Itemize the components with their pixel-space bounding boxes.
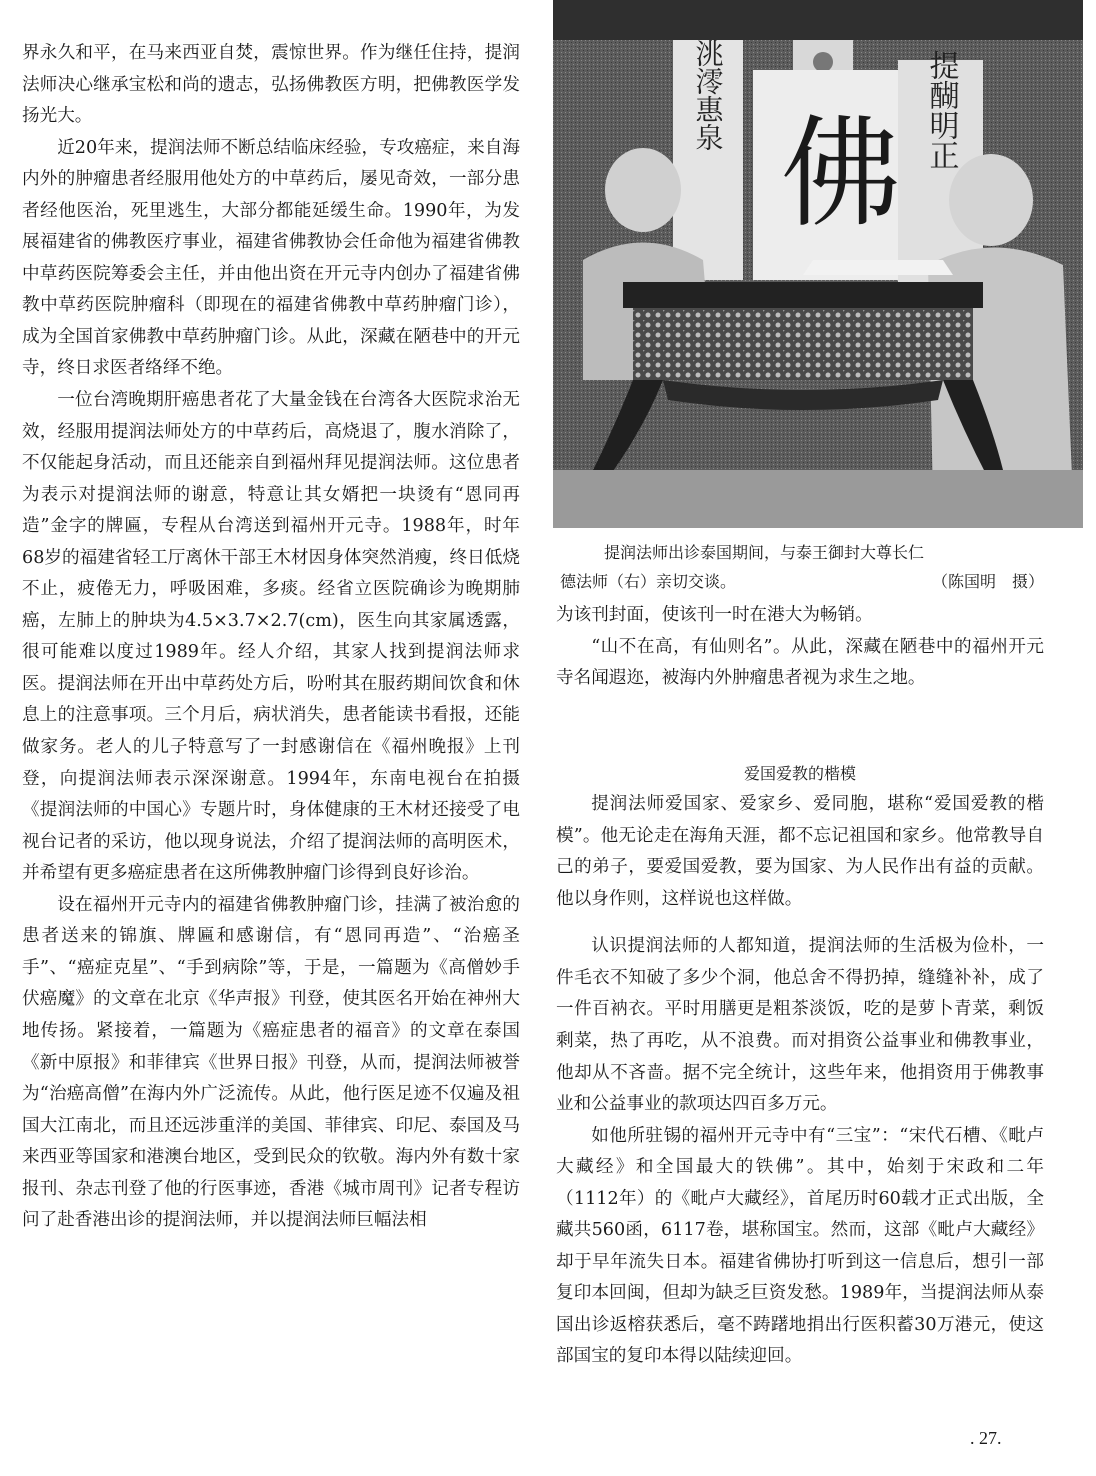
paragraph: 设在福州开元寺内的福建省佛教肿瘤门诊，挂满了被治愈的患者送来的锦旗、牌匾和感谢信，有“恩同再造”、“治癌圣手”、“癌症克星”、“手到病除”等，于是，一篇题为《高僧妙手伏癌魔》的文章在北京《华声报》刊登，使其医名开始在神州大地传扬。紧接着，一篇题为《癌症患者的福音》的文章在泰国《新中原报》和菲律宾《世界日报》刊登，从而，提润法师被誉为“治癌高僧”在海内外广泛流传。从此，他行医足迹不仅遍及祖国大江南北，而且还远涉重洋的美国、菲律宾、印尼、泰国及马来西亚等国家和港澳台地区，受到民众的钦敬。海内外有数十家报刊、杂志刊登了他的行医事迹，香港《城市周刊》记者专程访问了赴香港出诊的提润法师，并以提润法师巨幅法相 (22, 894, 520, 1231)
left-column (22, 38, 520, 1237)
desk-ornament-panel (633, 308, 973, 380)
right-column (556, 600, 1044, 1373)
paragraph: 界永久和平，在马来西亚自焚，震惊世界。作为继任住持，提润法师决心继承宝松和尚的遗志，弘扬佛教医方明，把佛教医学发扬光大。 (22, 43, 520, 127)
calligraphy-right-scroll: 提醐明正 (923, 50, 959, 170)
caption-line-2: 德法师（右）亲切交谈。 (560, 572, 737, 591)
spacer (556, 695, 1044, 758)
monk-right-head (949, 154, 1033, 246)
photo-monks-conversation (553, 0, 1083, 528)
caption-line (560, 567, 1044, 596)
paragraph: 提润法师爱国家、爱家乡、爱同胞，堪称“爱国爱教的楷模”。他无论走在海角天涯，都不忘记祖国和家乡。他常教导自己的弟子，要爱国爱教，要为国家、为人民作出有益的贡献。他以身作则，这样说也这样做。 (556, 794, 1044, 909)
paragraph: 近20年来，提润法师不断总结临床经验，专攻癌症，来自海内外的肿瘤患者经服用他处方的中草药后，屡见奇效，一部分患者经他医治，死里逃生，大部分都能延缓生命。1990年，为发展福建省的佛教医疗事业，福建省佛教协会任命他为福建省佛教中草药医院筹委会主任，并由他出资在开元寺内创办了福建省佛教中草药医院肿瘤科（即现在的福建省佛教中草药肿瘤门诊），成为全国首家佛教中草药肿瘤门诊。从此，深藏在陋巷中的开元寺，终日求医者络绎不绝。 (22, 137, 520, 379)
paragraph: 如他所驻锡的福州开元寺中有“三宝”：“宋代石槽、《毗卢大藏经》和全国最大的铁佛”。其中，始刻于宋政和二年（1112年）的《毗卢大藏经》，首尾历时60载才正式出版，全藏共560函，6117卷，堪称国宝。然而，这部《毗卢大藏经》却于早年流失日本。福建省佛协打听到这一信息后，想引一部复印本回闽，但却为缺乏巨资发愁。1989年，当提润法师从泰国出诊返榕获悉后，毫不踌躇地捐出行医积蓄30万港元，使这部国宝的复印本得以陆续迎回。 (556, 1125, 1044, 1367)
desk-top (623, 282, 983, 308)
paragraph: 为该刊封面，使该刊一时在港大为畅销。 (556, 605, 873, 625)
calligraphy-buddha: 佛 (781, 105, 901, 244)
paragraph: 认识提润法师的人都知道，提润法师的生活极为俭朴，一件毛衣不知破了多少个洞，他总舍不得扔掉，缝缝补补，成了一件百衲衣。平时用膳更是粗茶淡饭，吃的是萝卜青菜，剩饭剩菜，热了再吃，从不浪费。而对捐资公益事业和佛教事业，他却从不吝啬。据不完全统计，这些年来，他捐资用于佛教事业和公益事业的款项达四百多万元。 (556, 936, 1044, 1115)
paragraph: “山不在高，有仙则名”。从此，深藏在陋巷中的福州开元寺名闻遐迩，被海内外肿瘤患者视为求生之地。 (556, 636, 1044, 689)
page-number: . 27. (970, 1428, 1002, 1448)
caption-line: 提润法师出诊泰国期间，与泰王御封大尊长仁 (604, 543, 925, 562)
calligraphy-left-scroll: 洮澪惠泉 (691, 39, 725, 151)
paragraph: 一位台湾晚期肝癌患者花了大量金钱在台湾各大医院求治无效，经服用提润法师处方的中草药后，高烧退了，腹水消除了，不仅能起身活动，而且还能亲自到福州拜见提润法师。这位患者为表示对提润法师的谢意，特意让其女婿把一块烫有“恩同再造”金字的牌匾，专程从台湾送到福州开元寺。1988年，时年68岁的福建省轻工厅离休干部王木材因身体突然消瘦，终日低烧不止，疲倦无力，呼吸困难，多痰。经省立医院确诊为晚期肺癌，左肺上的肿块为4.5×3.7×2.7(cm)，医生向其家属透露，很可能难以度过1989年。经人介绍，其家人找到提润法师求医。提润法师在开出中草药处方后，吩咐其在服药期间饮食和休息上的注意事项。三个月后，病状消失，患者能读书看报，还能做家务。老人的儿子特意写了一封感谢信在《福州晚报》上刊登，向提润法师表示深深谢意。1994年，东南电视台在拍摄《提润法师的中国心》专题片时，身体健康的王木材还接受了电视台记者的采访，他以现身说法，介绍了提润法师的高明医术，并希望有更多癌症患者在这所佛教肿瘤门诊得到良好诊治。 (22, 390, 520, 884)
photo-caption (560, 538, 1044, 596)
section-heading: 爱国爱教的楷模 (743, 763, 856, 783)
photo-credit: （陈国明 摄） (931, 572, 1044, 591)
monk-left-head (605, 148, 681, 232)
spacer (556, 915, 1044, 931)
